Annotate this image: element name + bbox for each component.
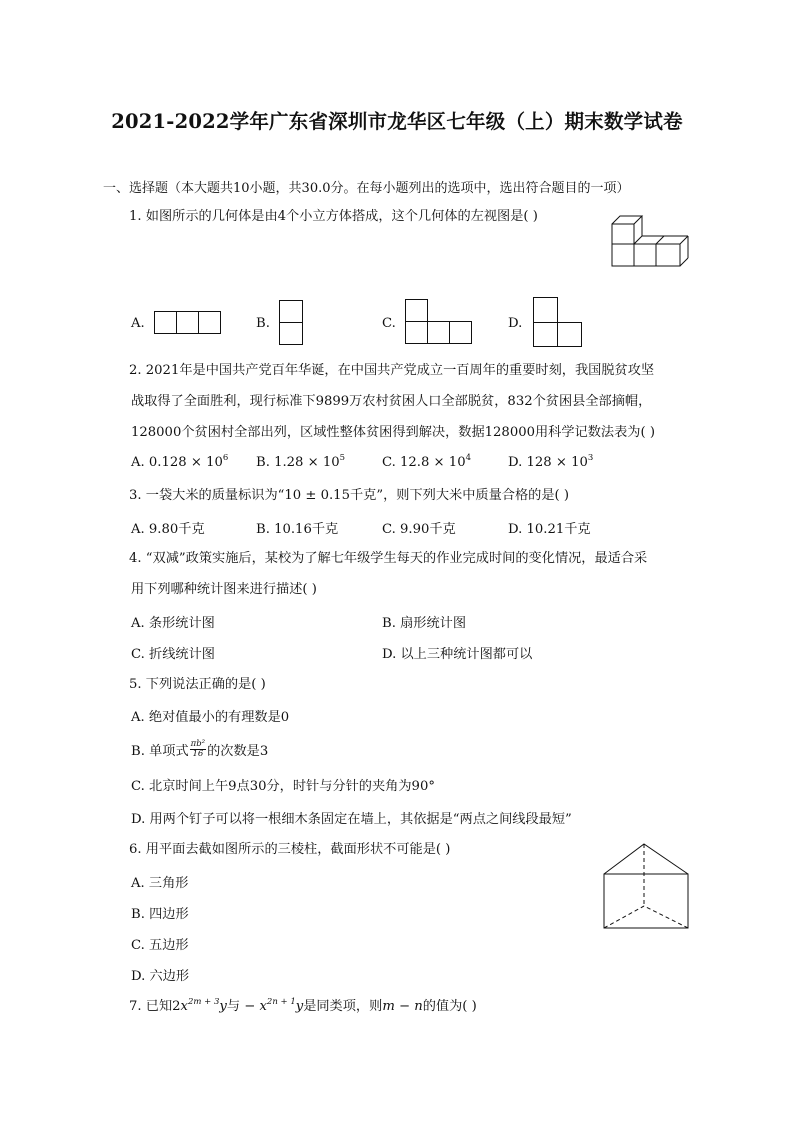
q3-option-d[interactable]: D. 10.21千克 xyxy=(508,522,591,537)
q7-exponent-2: 2n + 1 xyxy=(266,997,296,1007)
q7-middle: 与 − xyxy=(226,999,260,1014)
q2-option-a[interactable] xyxy=(131,455,228,470)
q2-option-c-text: C. 12.8 × 10 xyxy=(382,455,466,470)
q4-option-b[interactable]: B. 扇形统计图 xyxy=(382,616,467,631)
q7-prefix: 7. 已知2 xyxy=(129,999,181,1014)
q2-option-b-exponent: 5 xyxy=(339,453,346,463)
question-3-text: 3. 一袋大米的质量标识为“10 ± 0.15千克”，则下列大米中质量合格的是( ) xyxy=(129,488,570,503)
q7-end: 的值为( ) xyxy=(422,999,477,1014)
question-5-text: 5. 下列说法正确的是( ) xyxy=(129,677,266,692)
q1-option-d-figure xyxy=(533,297,585,349)
q2-option-a-exponent: 6 xyxy=(222,453,229,463)
q5-option-b[interactable] xyxy=(131,740,268,761)
q6-option-c[interactable]: C. 五边形 xyxy=(131,938,189,953)
q5-option-b-suffix: 的次数是3 xyxy=(207,744,269,759)
q2-option-d-text: D. 128 × 10 xyxy=(508,455,588,470)
q3-option-b[interactable]: B. 10.16千克 xyxy=(256,522,339,537)
q5-option-b-prefix: B. 单项式 xyxy=(131,744,189,759)
question-1-text: 1. 如图所示的几何体是由4个小立方体搭成，这个几何体的左视图是( ) xyxy=(129,209,538,224)
q3-option-c[interactable]: C. 9.90千克 xyxy=(382,522,456,537)
section-heading: 一、选择题（本大题共10小题，共30.0分。在每小题列出的选项中，选出符合题目的一项） xyxy=(103,181,630,196)
q3-option-a[interactable]: A. 9.80千克 xyxy=(131,522,205,537)
q6-triangular-prism-figure xyxy=(602,842,692,930)
q6-option-a[interactable]: A. 三角形 xyxy=(131,876,189,891)
q1-option-b-label[interactable]: B. xyxy=(256,316,270,331)
q1-solid-figure xyxy=(610,210,692,268)
question-2-line-2: 战取得了全面胜利，现行标准下9899万农村贫困人口全部脱贫，832个贫困县全部摘帽， xyxy=(131,394,652,409)
q2-option-c-exponent: 4 xyxy=(465,453,472,463)
q2-option-a-text: A. 0.128 × 10 xyxy=(131,455,223,470)
question-4-line-1: 4. “双减”政策实施后，某校为了解七年级学生每天的作业完成时间的变化情况，最适合采 xyxy=(129,551,648,566)
q4-option-c[interactable]: C. 折线统计图 xyxy=(131,647,215,662)
q5-fraction-numerator: πb² xyxy=(190,739,206,749)
q6-option-d[interactable]: D. 六边形 xyxy=(131,969,190,984)
q4-option-d[interactable]: D. 以上三种统计图都可以 xyxy=(382,647,533,662)
page-title: 2021-2022学年广东省深圳市龙华区七年级（上）期末数学试卷 xyxy=(111,110,683,133)
q1-option-a-label[interactable]: A. xyxy=(131,316,145,331)
q1-option-a-figure xyxy=(154,311,222,335)
q7-post: 是同类项，则 xyxy=(303,999,383,1014)
question-6-text: 6. 用平面去截如图所示的三棱柱，截面形状不可能是( ) xyxy=(129,842,451,857)
question-2-line-3: 128000个贫困村全部出列，区域性整体贫困得到解决，数据128000用科学记数法表为( ) xyxy=(131,425,655,440)
q2-option-c[interactable] xyxy=(382,455,471,470)
q5-fraction xyxy=(190,740,206,759)
q5-option-a[interactable]: A. 绝对值最小的有理数是0 xyxy=(131,710,290,725)
question-7-text: 7. 已知$2x^{2m + 3}y$与 − $x^{2n + 1}y$是同类项，则m − n的值为( ) xyxy=(129,997,477,1014)
q5-option-c[interactable]: C. 北京时间上午9点30分，时针与分针的夹角为90° xyxy=(131,779,435,794)
q2-option-b[interactable] xyxy=(256,455,345,470)
q1-option-c-figure xyxy=(405,299,473,346)
q6-option-b[interactable]: B. 四边形 xyxy=(131,907,189,922)
q2-option-d[interactable] xyxy=(508,455,593,470)
question-2-line-1: 2. 2021年是中国共产党百年华诞，在中国共产党成立一百周年的重要时刻，我国脱贫攻坚 xyxy=(129,363,655,378)
q7-exponent-1: 2m + 3 xyxy=(187,997,220,1007)
q5-fraction-denominator: 16 xyxy=(192,749,204,759)
q2-option-b-text: B. 1.28 × 10 xyxy=(256,455,340,470)
q2-option-d-exponent: 3 xyxy=(587,453,594,463)
q1-option-c-label[interactable]: C. xyxy=(382,316,396,331)
question-4-line-2: 用下列哪种统计图来进行描述( ) xyxy=(131,582,317,597)
q5-option-d[interactable]: D. 用两个钉子可以将一根细木条固定在墙上，其依据是“两点之间线段最短” xyxy=(131,812,572,827)
q1-option-d-label[interactable]: D. xyxy=(508,316,523,331)
q1-option-b-figure xyxy=(279,300,305,346)
q4-option-a[interactable]: A. 条形统计图 xyxy=(131,616,215,631)
